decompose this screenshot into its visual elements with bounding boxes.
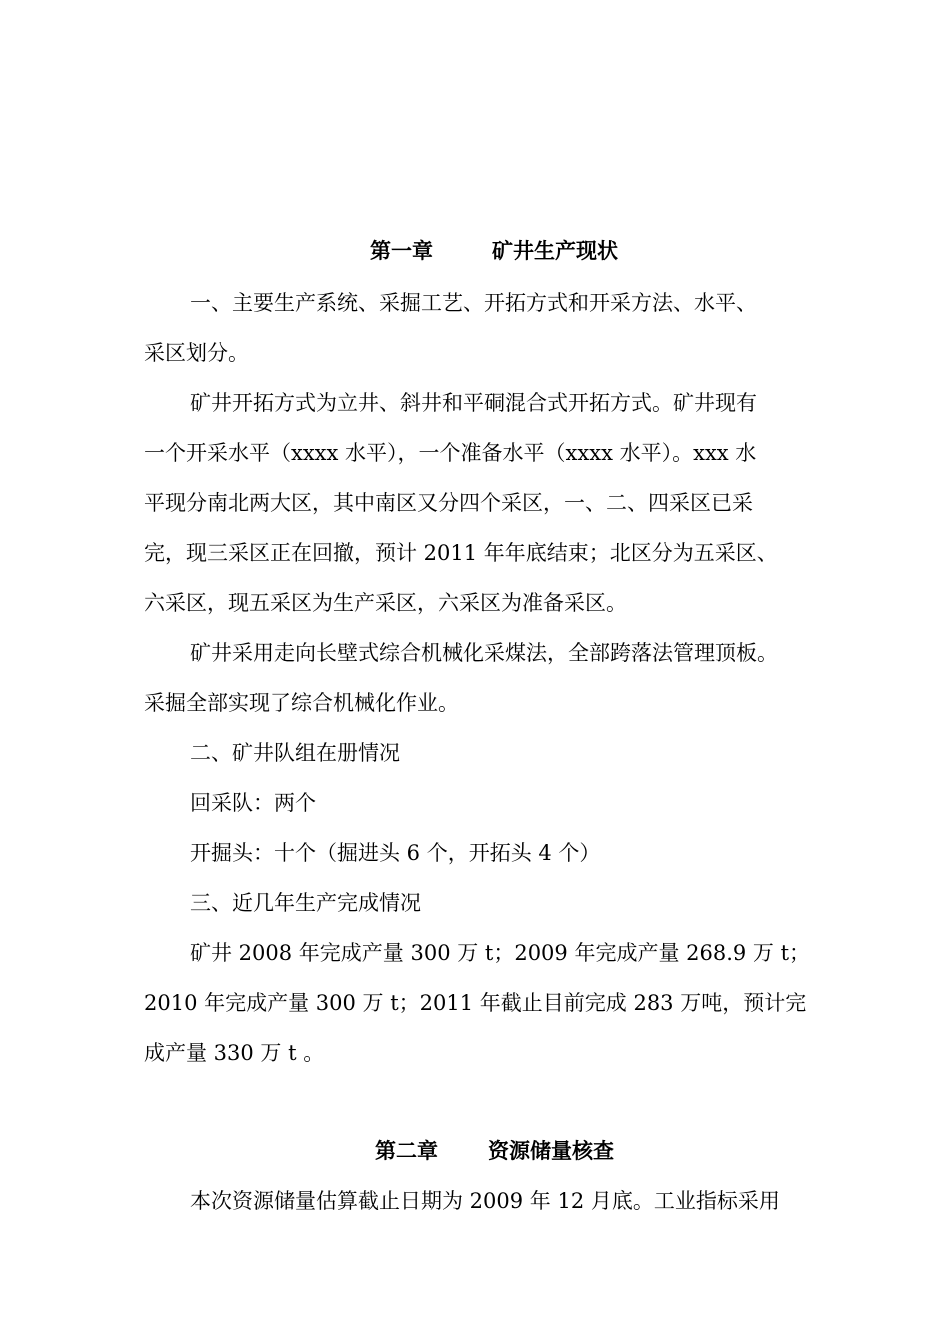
section1-para2-line: 矿井采用走向长壁式综合机械化采煤法，全部跨落法管理顶板。 [190,641,778,665]
chapter1-number: 第一章 [370,238,433,263]
chapter2-title: 资源储量核查 [488,1138,614,1163]
section3-para-line: 2010 年完成产量 300 万 t；2011 年截止目前完成 283 万吨，预计完 [144,991,807,1015]
section2-line1: 回采队：两个 [190,791,316,815]
section3-para-line: 成产量 330 万 t 。 [144,1041,325,1065]
section1-heading-line1: 一、主要生产系统、采掘工艺、开拓方式和开采方法、水平、 [190,291,757,315]
chapter2-number: 第二章 [375,1138,438,1163]
section3-heading: 三、近几年生产完成情况 [190,891,421,915]
section2-heading: 二、矿井队组在册情况 [190,741,400,765]
section1-para1-line: 完，现三采区正在回撤，预计 2011 年年底结束；北区分为五采区、 [144,541,778,565]
section1-para2-line: 采掘全部实现了综合机械化作业。 [144,691,459,715]
section1-para1-line: 六采区，现五采区为生产采区，六采区为准备采区。 [144,591,627,615]
section3-para-line: 矿井 2008 年完成产量 300 万 t；2009 年完成产量 268.9 万 t； [190,941,811,965]
section1-heading-line2: 采区划分。 [144,341,249,365]
section1-para1-line: 矿井开拓方式为立井、斜井和平硐混合式开拓方式。矿井现有 [190,391,757,415]
chapter1-title: 矿井生产现状 [492,238,618,263]
section1-para1-line: 一个开采水平（xxxx 水平），一个准备水平（xxxx 水平）。xxx 水 [144,441,757,465]
section1-para1-line: 平现分南北两大区，其中南区又分四个采区，一、二、四采区已采 [144,491,753,515]
chapter2-para-line: 本次资源储量估算截止日期为 2009 年 12 月底。工业指标采用 [190,1189,780,1213]
section2-line2: 开掘头：十个（掘进头 6 个，开拓头 4 个） [190,841,601,865]
